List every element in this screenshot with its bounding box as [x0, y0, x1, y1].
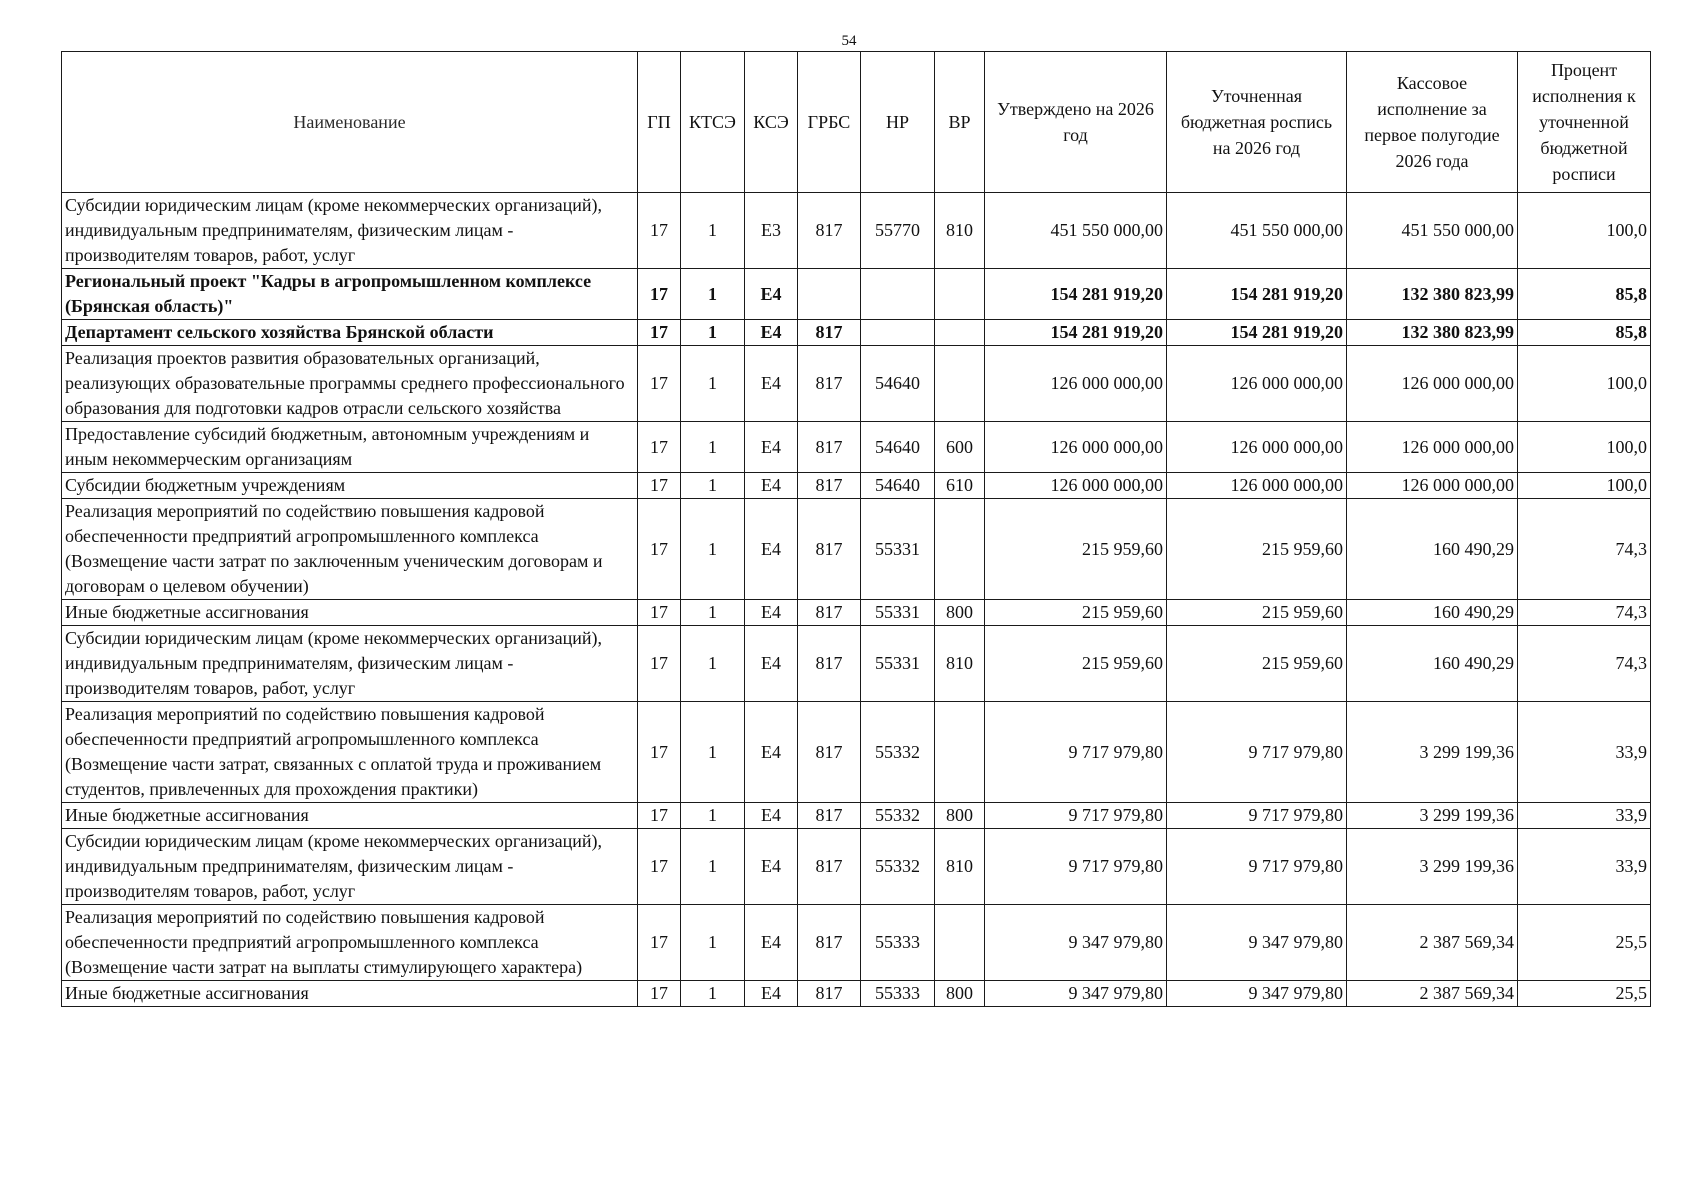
cell-approved: 9 347 979,80 — [985, 981, 1167, 1007]
cell-nr: 55332 — [861, 829, 935, 905]
cell-cash: 160 490,29 — [1347, 626, 1518, 702]
cell-percent: 100,0 — [1518, 422, 1651, 473]
cell-vr: 810 — [935, 626, 985, 702]
table-row — [62, 702, 1651, 803]
cell-vr — [935, 320, 985, 346]
cell-cash: 451 550 000,00 — [1347, 193, 1518, 269]
cell-gp: 17 — [638, 600, 681, 626]
cell-ktse: 1 — [681, 981, 745, 1007]
cell-grbs: 817 — [798, 829, 861, 905]
cell-kse: Е4 — [745, 981, 798, 1007]
cell-gp: 17 — [638, 346, 681, 422]
cell-cash: 132 380 823,99 — [1347, 320, 1518, 346]
cell-cash: 3 299 199,36 — [1347, 829, 1518, 905]
cell-nr: 54640 — [861, 346, 935, 422]
cell-name: Субсидии юридическим лицам (кроме некоммерческих организаций), индивидуальным предпринимателям, физическим лицам - производителям товаров, работ, услуг — [62, 626, 638, 702]
budget-table — [61, 51, 1651, 1007]
cell-cash: 2 387 569,34 — [1347, 981, 1518, 1007]
header-ktse: КТСЭ — [681, 52, 745, 193]
table-row — [62, 422, 1651, 473]
cell-nr: 55331 — [861, 600, 935, 626]
cell-refined: 126 000 000,00 — [1167, 422, 1347, 473]
cell-vr: 800 — [935, 600, 985, 626]
cell-vr — [935, 905, 985, 981]
header-approved: Утверждено на 2026 год — [985, 52, 1167, 193]
cell-nr: 55770 — [861, 193, 935, 269]
cell-name: Реализация мероприятий по содействию повышения кадровой обеспеченности предприятий агропромышленного комплекса (Возмещение части затрат, связанных с оплатой труда и проживанием студентов, привлеченных для прохождения практики) — [62, 702, 638, 803]
cell-grbs: 817 — [798, 320, 861, 346]
cell-grbs: 817 — [798, 499, 861, 600]
table-row — [62, 905, 1651, 981]
cell-refined: 154 281 919,20 — [1167, 320, 1347, 346]
cell-kse: Е4 — [745, 905, 798, 981]
cell-ktse: 1 — [681, 600, 745, 626]
cell-ktse: 1 — [681, 346, 745, 422]
table-header — [62, 52, 1651, 193]
cell-vr: 800 — [935, 981, 985, 1007]
cell-nr — [861, 320, 935, 346]
cell-grbs: 817 — [798, 803, 861, 829]
cell-name: Субсидии бюджетным учреждениям — [62, 473, 638, 499]
cell-approved: 126 000 000,00 — [985, 346, 1167, 422]
cell-refined: 126 000 000,00 — [1167, 473, 1347, 499]
cell-kse: Е4 — [745, 600, 798, 626]
cell-approved: 9 347 979,80 — [985, 905, 1167, 981]
cell-grbs — [798, 269, 861, 320]
cell-gp: 17 — [638, 829, 681, 905]
cell-approved: 154 281 919,20 — [985, 320, 1167, 346]
cell-percent: 74,3 — [1518, 499, 1651, 600]
header-gp: ГП — [638, 52, 681, 193]
cell-percent: 25,5 — [1518, 981, 1651, 1007]
cell-name: Департамент сельского хозяйства Брянской области — [62, 320, 638, 346]
cell-cash: 3 299 199,36 — [1347, 803, 1518, 829]
cell-approved: 215 959,60 — [985, 600, 1167, 626]
cell-cash: 3 299 199,36 — [1347, 702, 1518, 803]
cell-cash: 160 490,29 — [1347, 600, 1518, 626]
cell-grbs: 817 — [798, 626, 861, 702]
cell-kse: Е4 — [745, 829, 798, 905]
cell-grbs: 817 — [798, 422, 861, 473]
cell-grbs: 817 — [798, 981, 861, 1007]
cell-approved: 126 000 000,00 — [985, 473, 1167, 499]
cell-ktse: 1 — [681, 829, 745, 905]
cell-ktse: 1 — [681, 803, 745, 829]
cell-grbs: 817 — [798, 346, 861, 422]
cell-kse: Е4 — [745, 320, 798, 346]
cell-ktse: 1 — [681, 905, 745, 981]
cell-name: Иные бюджетные ассигнования — [62, 981, 638, 1007]
cell-refined: 9 347 979,80 — [1167, 981, 1347, 1007]
cell-percent: 33,9 — [1518, 829, 1651, 905]
cell-approved: 215 959,60 — [985, 499, 1167, 600]
cell-refined: 9 717 979,80 — [1167, 803, 1347, 829]
table-row — [62, 193, 1651, 269]
cell-refined: 126 000 000,00 — [1167, 346, 1347, 422]
cell-nr: 54640 — [861, 473, 935, 499]
cell-name: Региональный проект "Кадры в агропромышленном комплексе (Брянская область)" — [62, 269, 638, 320]
header-grbs: ГРБС — [798, 52, 861, 193]
cell-nr: 54640 — [861, 422, 935, 473]
cell-kse: Е4 — [745, 702, 798, 803]
cell-ktse: 1 — [681, 499, 745, 600]
cell-vr: 810 — [935, 193, 985, 269]
cell-ktse: 1 — [681, 422, 745, 473]
cell-approved: 9 717 979,80 — [985, 829, 1167, 905]
cell-name: Субсидии юридическим лицам (кроме некоммерческих организаций), индивидуальным предпринимателям, физическим лицам - производителям товаров, работ, услуг — [62, 193, 638, 269]
cell-name: Реализация проектов развития образовательных организаций, реализующих образовательные программы среднего профессионального образования для подготовки кадров отрасли сельского хозяйства — [62, 346, 638, 422]
cell-kse: Е4 — [745, 269, 798, 320]
table-row — [62, 320, 1651, 346]
header-refined: Уточненная бюджетная роспись на 2026 год — [1167, 52, 1347, 193]
cell-gp: 17 — [638, 320, 681, 346]
header-cash: Кассовое исполнение за первое полугодие 2026 года — [1347, 52, 1518, 193]
cell-approved: 154 281 919,20 — [985, 269, 1167, 320]
table-body — [62, 193, 1651, 1007]
table-row — [62, 829, 1651, 905]
cell-nr: 55333 — [861, 981, 935, 1007]
cell-refined: 215 959,60 — [1167, 600, 1347, 626]
table-row — [62, 981, 1651, 1007]
cell-nr: 55332 — [861, 803, 935, 829]
cell-approved: 9 717 979,80 — [985, 803, 1167, 829]
cell-vr — [935, 269, 985, 320]
cell-cash: 2 387 569,34 — [1347, 905, 1518, 981]
cell-percent: 100,0 — [1518, 473, 1651, 499]
cell-ktse: 1 — [681, 702, 745, 803]
cell-percent: 74,3 — [1518, 600, 1651, 626]
cell-gp: 17 — [638, 193, 681, 269]
cell-grbs: 817 — [798, 473, 861, 499]
cell-gp: 17 — [638, 422, 681, 473]
cell-kse: Е4 — [745, 346, 798, 422]
cell-nr: 55332 — [861, 702, 935, 803]
cell-gp: 17 — [638, 905, 681, 981]
cell-gp: 17 — [638, 626, 681, 702]
cell-nr — [861, 269, 935, 320]
cell-vr: 810 — [935, 829, 985, 905]
cell-gp: 17 — [638, 499, 681, 600]
cell-percent: 25,5 — [1518, 905, 1651, 981]
cell-name: Реализация мероприятий по содействию повышения кадровой обеспеченности предприятий агропромышленного комплекса (Возмещение части затрат на выплаты стимулирующего характера) — [62, 905, 638, 981]
header-name: Наименование — [62, 52, 638, 193]
header-vr: ВР — [935, 52, 985, 193]
table-row — [62, 600, 1651, 626]
cell-gp: 17 — [638, 702, 681, 803]
cell-name: Иные бюджетные ассигнования — [62, 803, 638, 829]
cell-grbs: 817 — [798, 702, 861, 803]
cell-refined: 9 347 979,80 — [1167, 905, 1347, 981]
cell-refined: 451 550 000,00 — [1167, 193, 1347, 269]
cell-ktse: 1 — [681, 626, 745, 702]
cell-gp: 17 — [638, 981, 681, 1007]
cell-kse: Е4 — [745, 422, 798, 473]
cell-approved: 126 000 000,00 — [985, 422, 1167, 473]
cell-kse: Е4 — [745, 473, 798, 499]
cell-vr — [935, 702, 985, 803]
cell-cash: 126 000 000,00 — [1347, 473, 1518, 499]
cell-grbs: 817 — [798, 193, 861, 269]
cell-nr: 55331 — [861, 499, 935, 600]
cell-kse: Е4 — [745, 803, 798, 829]
header-nr: НР — [861, 52, 935, 193]
table-row — [62, 499, 1651, 600]
header-row — [62, 52, 1651, 193]
cell-nr: 55331 — [861, 626, 935, 702]
cell-nr: 55333 — [861, 905, 935, 981]
cell-approved: 451 550 000,00 — [985, 193, 1167, 269]
cell-kse: Е4 — [745, 626, 798, 702]
cell-grbs: 817 — [798, 600, 861, 626]
cell-refined: 215 959,60 — [1167, 626, 1347, 702]
cell-percent: 100,0 — [1518, 193, 1651, 269]
cell-ktse: 1 — [681, 473, 745, 499]
cell-grbs: 817 — [798, 905, 861, 981]
cell-gp: 17 — [638, 803, 681, 829]
cell-vr — [935, 346, 985, 422]
cell-kse: Е3 — [745, 193, 798, 269]
cell-approved: 9 717 979,80 — [985, 702, 1167, 803]
cell-vr: 610 — [935, 473, 985, 499]
cell-approved: 215 959,60 — [985, 626, 1167, 702]
cell-ktse: 1 — [681, 320, 745, 346]
cell-name: Иные бюджетные ассигнования — [62, 600, 638, 626]
cell-gp: 17 — [638, 473, 681, 499]
cell-refined: 215 959,60 — [1167, 499, 1347, 600]
cell-percent: 100,0 — [1518, 346, 1651, 422]
cell-percent: 33,9 — [1518, 803, 1651, 829]
cell-ktse: 1 — [681, 193, 745, 269]
cell-refined: 9 717 979,80 — [1167, 702, 1347, 803]
table-row — [62, 803, 1651, 829]
cell-percent: 85,8 — [1518, 320, 1651, 346]
cell-cash: 126 000 000,00 — [1347, 346, 1518, 422]
cell-kse: Е4 — [745, 499, 798, 600]
cell-vr: 800 — [935, 803, 985, 829]
cell-percent: 33,9 — [1518, 702, 1651, 803]
cell-name: Предоставление субсидий бюджетным, автономным учреждениям и иным некоммерческим организациям — [62, 422, 638, 473]
table-row — [62, 473, 1651, 499]
page-number: 54 — [841, 33, 857, 49]
cell-ktse: 1 — [681, 269, 745, 320]
cell-refined: 9 717 979,80 — [1167, 829, 1347, 905]
cell-name: Реализация мероприятий по содействию повышения кадровой обеспеченности предприятий агропромышленного комплекса (Возмещение части затрат по заключенным ученическим договорам и договорам о целевом обучении) — [62, 499, 638, 600]
header-kse: КСЭ — [745, 52, 798, 193]
cell-cash: 160 490,29 — [1347, 499, 1518, 600]
cell-gp: 17 — [638, 269, 681, 320]
table-row — [62, 346, 1651, 422]
cell-refined: 154 281 919,20 — [1167, 269, 1347, 320]
cell-cash: 126 000 000,00 — [1347, 422, 1518, 473]
table-row — [62, 269, 1651, 320]
cell-percent: 74,3 — [1518, 626, 1651, 702]
cell-vr: 600 — [935, 422, 985, 473]
cell-vr — [935, 499, 985, 600]
table-row — [62, 626, 1651, 702]
header-percent: Процент исполнения к уточненной бюджетной росписи — [1518, 52, 1651, 193]
cell-name: Субсидии юридическим лицам (кроме некоммерческих организаций), индивидуальным предпринимателям, физическим лицам - производителям товаров, работ, услуг — [62, 829, 638, 905]
cell-cash: 132 380 823,99 — [1347, 269, 1518, 320]
cell-percent: 85,8 — [1518, 269, 1651, 320]
